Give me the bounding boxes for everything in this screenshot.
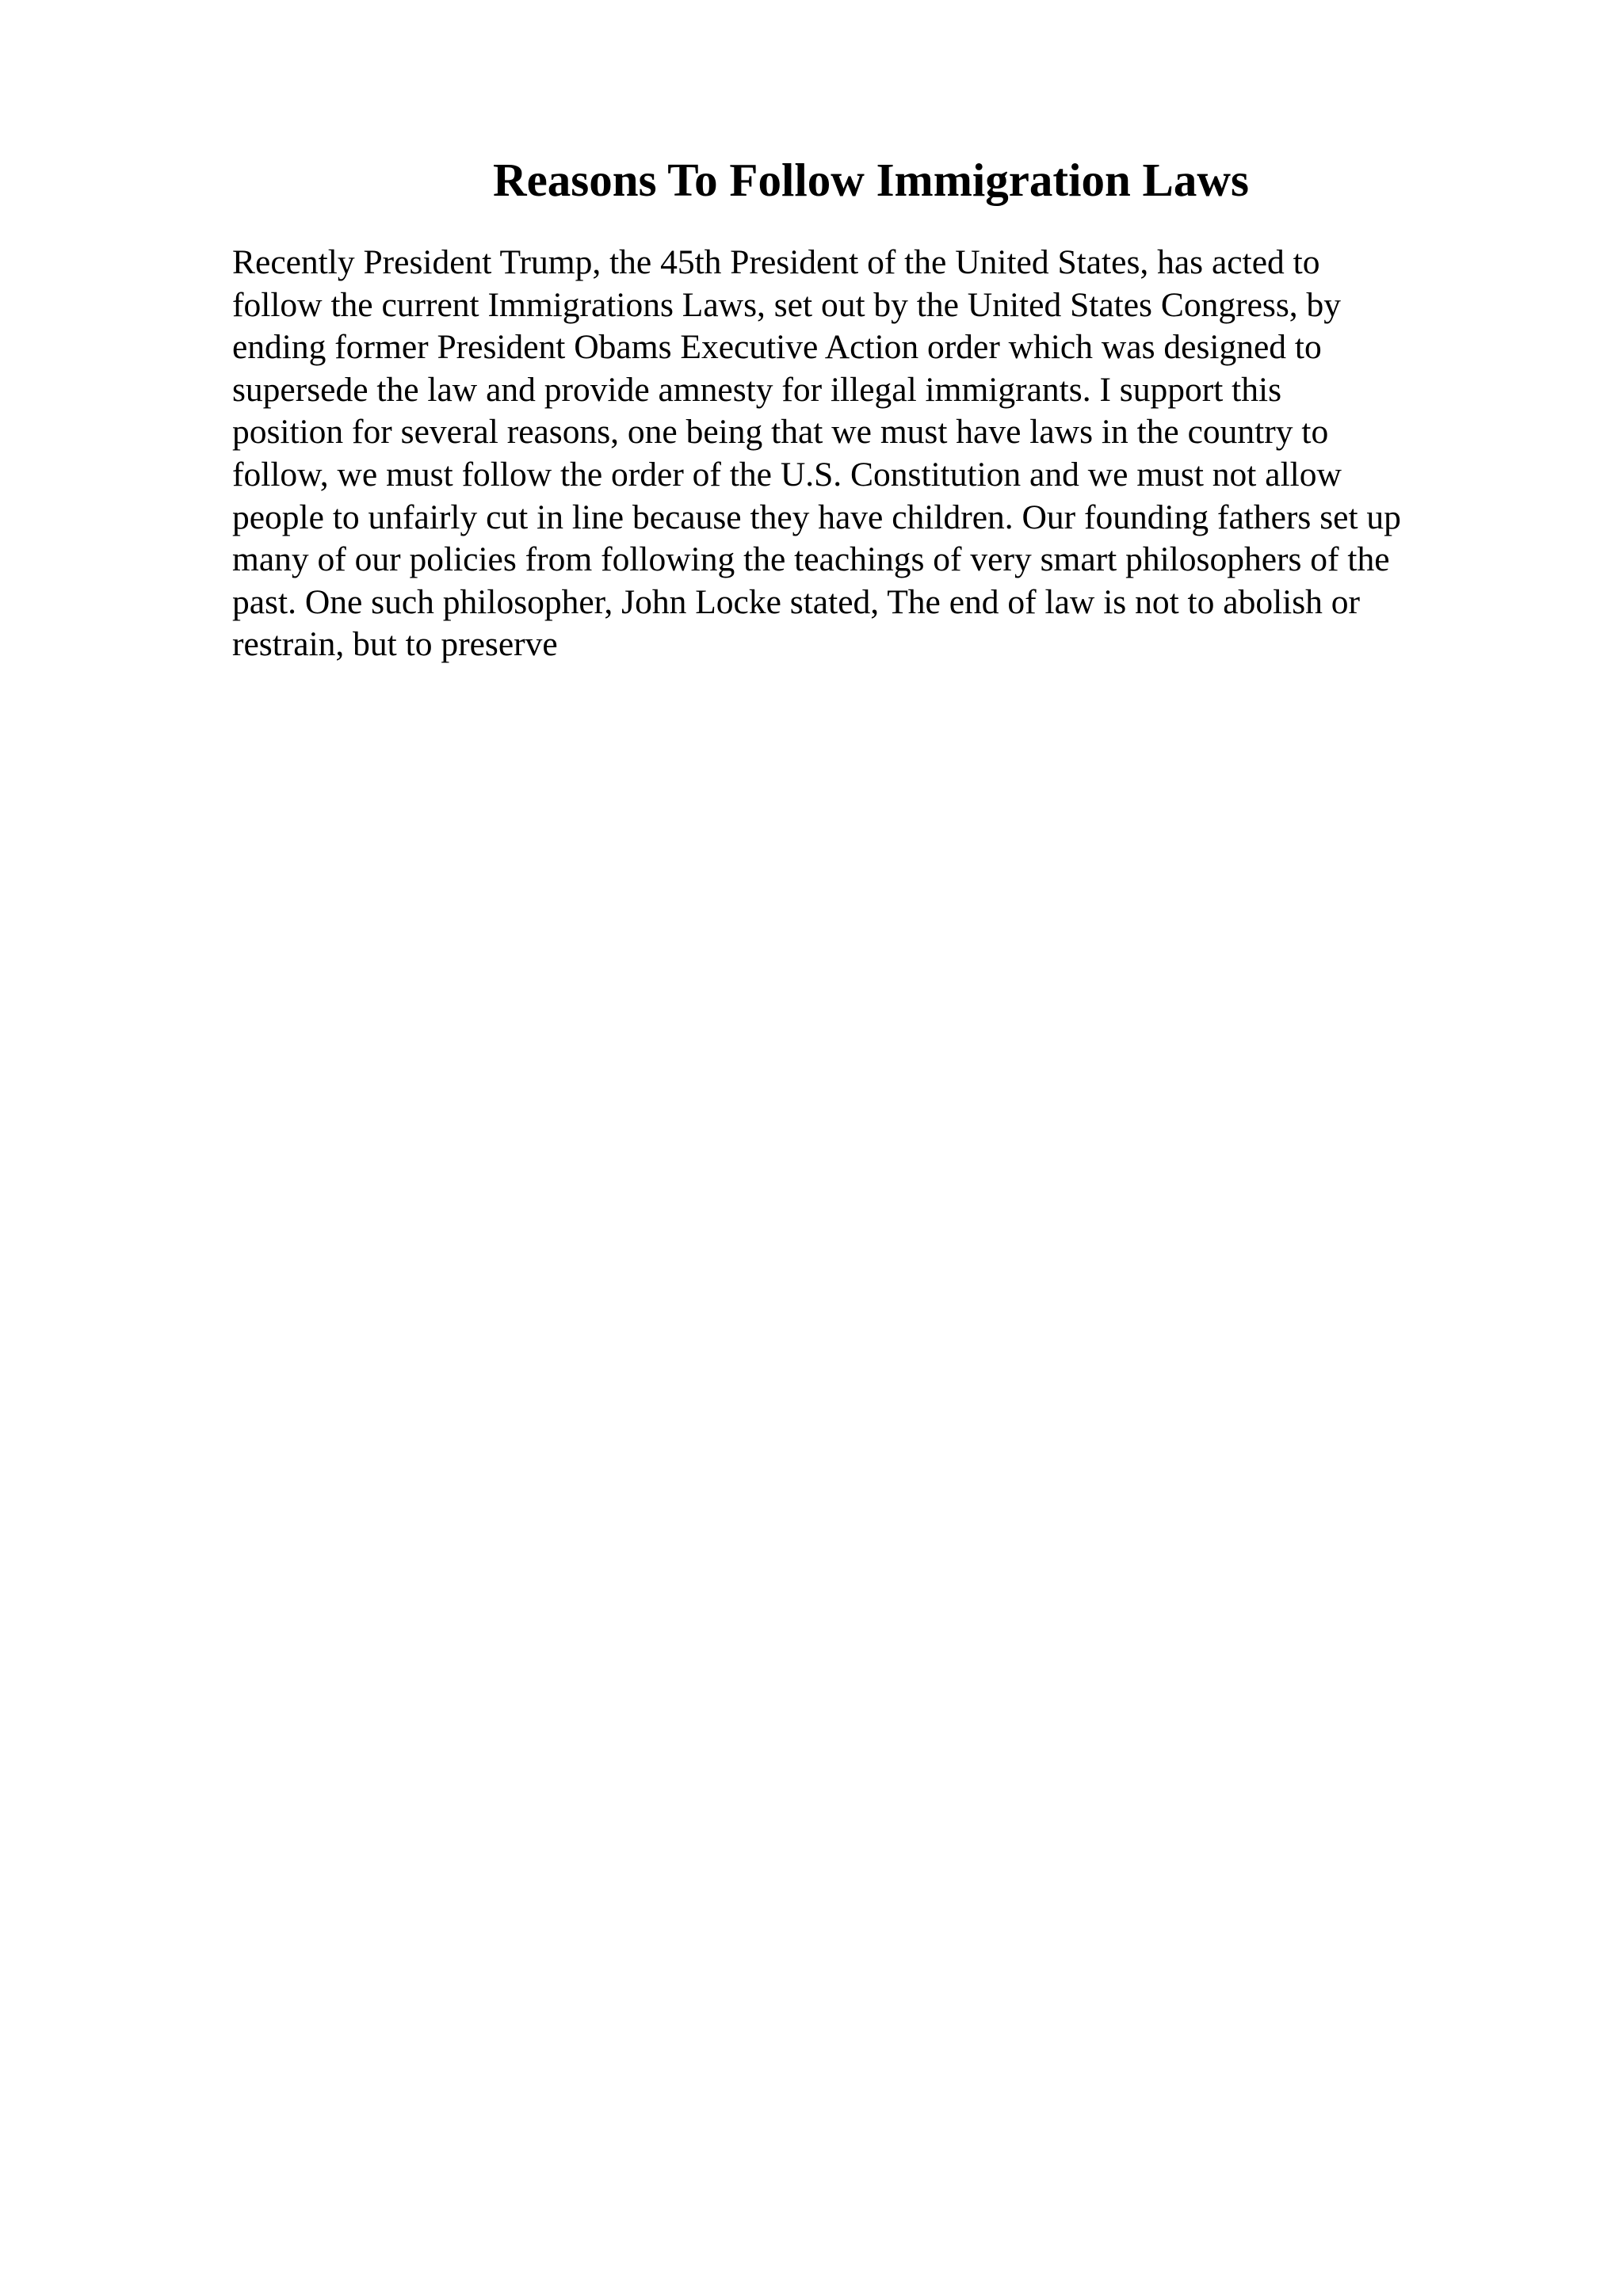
paragraph-line: people to unfairly cut in line because they have children. Our founding fathers set up [232,498,1401,536]
paragraph-line: restrain, but to preserve [232,625,558,664]
document-paragraph [232,242,1516,666]
paragraph-line: many of our policies from following the teachings of very smart philosophers of the [232,540,1390,579]
paragraph-line: past. One such philosopher, John Locke stated, The end of law is not to abolish or [232,582,1361,621]
paragraph-line: position for several reasons, one being that we must have laws in the country to [232,413,1329,452]
paragraph-line: ending former President Obams Executive Action order which was designed to [232,328,1322,367]
paragraph-line: Recently President Trump, the 45th President of the United States, has acted to [232,243,1320,281]
paragraph-line: follow, we must follow the order of the U.S. Constitution and we must not allow [232,455,1342,494]
document-title: Reasons To Follow Immigration Laws [493,154,1249,206]
paragraph-line: supersede the law and provide amnesty for illegal immigrants. I support this [232,370,1282,409]
paragraph-line: follow the current Immigrations Laws, set out by the United States Congress, by [232,285,1342,324]
